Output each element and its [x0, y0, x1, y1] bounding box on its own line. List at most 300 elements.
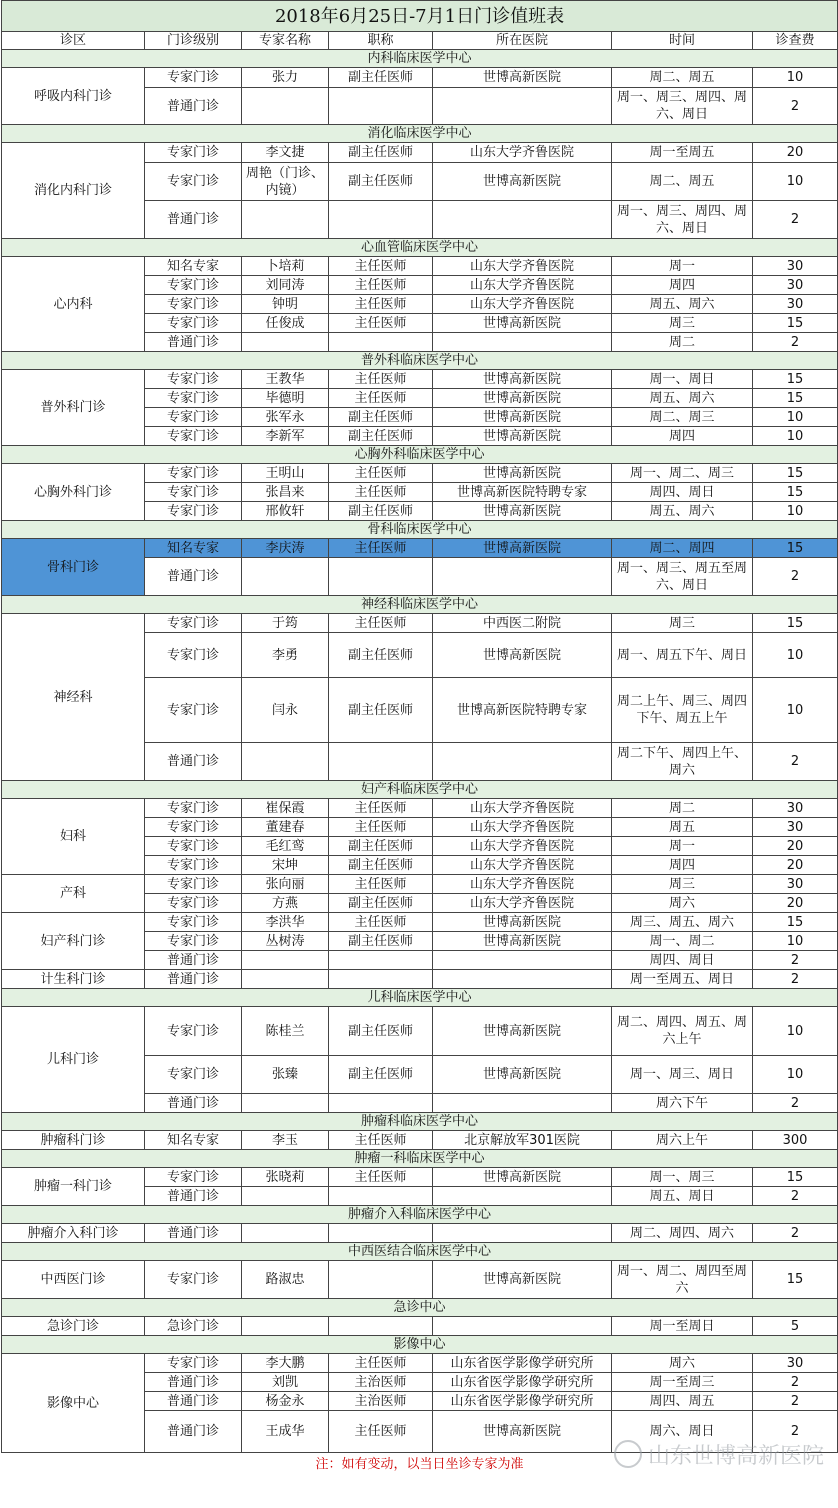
cell-time: 周一至周五	[612, 143, 753, 163]
cell-fee: 30	[753, 257, 838, 276]
cell-title: 副主任医师	[329, 143, 433, 163]
cell-hospital: 世博高新医院特聘专家	[433, 678, 612, 743]
cell-level: 普通门诊	[145, 333, 242, 352]
cell-time: 周三、周五、周六	[612, 913, 753, 932]
cell-fee: 2	[753, 951, 838, 970]
cell-expert	[242, 88, 329, 125]
cell-fee: 30	[753, 818, 838, 837]
cell-hospital: 山东大学齐鲁医院	[433, 295, 612, 314]
cell-fee: 10	[753, 1007, 838, 1056]
table-row	[2, 68, 838, 88]
cell-fee: 15	[753, 464, 838, 483]
section-title: 普外科临床医学中心	[2, 352, 838, 370]
table-row	[2, 143, 838, 163]
cell-fee: 30	[753, 799, 838, 818]
section-row	[2, 1299, 838, 1317]
cell-hospital: 世博高新医院	[433, 1261, 612, 1299]
cell-time: 周一、周二	[612, 932, 753, 951]
table-row	[2, 1131, 838, 1150]
cell-title: 主任医师	[329, 1354, 433, 1373]
cell-fee: 10	[753, 502, 838, 521]
cell-level: 专家门诊	[145, 502, 242, 521]
cell-hospital: 山东大学齐鲁医院	[433, 856, 612, 875]
cell-title: 主任医师	[329, 464, 433, 483]
cell-time: 周六、周日	[612, 1411, 753, 1453]
cell-hospital: 山东大学齐鲁医院	[433, 799, 612, 818]
cell-fee: 10	[753, 408, 838, 427]
cell-time: 周一、周五下午、周日	[612, 633, 753, 678]
cell-title: 主治医师	[329, 1373, 433, 1392]
cell-expert: 于筠	[242, 614, 329, 633]
cell-fee: 2	[753, 743, 838, 781]
cell-level: 专家门诊	[145, 932, 242, 951]
cell-area: 心胸外科门诊	[2, 464, 145, 521]
cell-title: 副主任医师	[329, 408, 433, 427]
header-area: 诊区	[2, 32, 145, 50]
cell-hospital: 山东省医学影像学研究所	[433, 1373, 612, 1392]
cell-level: 专家门诊	[145, 295, 242, 314]
cell-level: 专家门诊	[145, 483, 242, 502]
cell-time: 周二、周四、周六	[612, 1224, 753, 1243]
cell-level: 普通门诊	[145, 1373, 242, 1392]
cell-fee: 2	[753, 558, 838, 596]
cell-hospital: 山东大学齐鲁医院	[433, 894, 612, 913]
cell-area: 计生科门诊	[2, 970, 145, 989]
cell-level: 普通门诊	[145, 1224, 242, 1243]
cell-level: 专家门诊	[145, 1261, 242, 1299]
cell-expert: 王成华	[242, 1411, 329, 1453]
cell-expert: 钟明	[242, 295, 329, 314]
cell-title: 副主任医师	[329, 633, 433, 678]
cell-title: 主任医师	[329, 370, 433, 389]
cell-fee: 2	[753, 1224, 838, 1243]
section-row	[2, 1150, 838, 1168]
cell-fee: 30	[753, 295, 838, 314]
cell-hospital: 山东大学齐鲁医院	[433, 143, 612, 163]
cell-fee: 15	[753, 483, 838, 502]
cell-expert	[242, 970, 329, 989]
cell-fee: 15	[753, 1261, 838, 1299]
cell-hospital: 山东省医学影像学研究所	[433, 1354, 612, 1373]
cell-level: 普通门诊	[145, 1411, 242, 1453]
cell-expert: 陈桂兰	[242, 1007, 329, 1056]
cell-title: 主治医师	[329, 1392, 433, 1411]
table-row	[2, 1224, 838, 1243]
cell-time: 周一、周三、周四、周六、周日	[612, 201, 753, 239]
cell-hospital: 世博高新医院	[433, 1168, 612, 1187]
cell-fee: 2	[753, 88, 838, 125]
cell-hospital: 世博高新医院	[433, 1411, 612, 1453]
cell-expert: 李庆涛	[242, 539, 329, 558]
cell-level: 专家门诊	[145, 427, 242, 446]
cell-fee: 2	[753, 1094, 838, 1113]
cell-title	[329, 1187, 433, 1206]
cell-time: 周二	[612, 799, 753, 818]
table-row	[2, 614, 838, 633]
cell-expert: 卜培莉	[242, 257, 329, 276]
cell-time: 周二、周四、周五、周六上午	[612, 1007, 753, 1056]
cell-hospital: 山东大学齐鲁医院	[433, 257, 612, 276]
cell-expert: 邢攸轩	[242, 502, 329, 521]
cell-hospital: 世博高新医院	[433, 1007, 612, 1056]
cell-title: 副主任医师	[329, 1056, 433, 1094]
cell-level: 知名专家	[145, 539, 242, 558]
cell-expert: 周艳（门诊、内镜）	[242, 163, 329, 201]
cell-expert	[242, 1094, 329, 1113]
cell-level: 专家门诊	[145, 370, 242, 389]
cell-hospital	[433, 1224, 612, 1243]
cell-expert: 张臻	[242, 1056, 329, 1094]
cell-level: 知名专家	[145, 1131, 242, 1150]
cell-expert: 李玉	[242, 1131, 329, 1150]
cell-expert: 张力	[242, 68, 329, 88]
section-title: 儿科临床医学中心	[2, 989, 838, 1007]
header-row	[2, 32, 838, 50]
cell-time: 周一、周日	[612, 370, 753, 389]
cell-time: 周五、周六	[612, 389, 753, 408]
cell-title: 主任医师	[329, 1131, 433, 1150]
cell-fee: 300	[753, 1131, 838, 1150]
cell-hospital: 北京解放军301医院	[433, 1131, 612, 1150]
page-title: 2018年6月25日-7月1日门诊值班表	[2, 1, 838, 32]
cell-level: 急诊门诊	[145, 1317, 242, 1336]
cell-level: 专家门诊	[145, 818, 242, 837]
cell-fee: 10	[753, 932, 838, 951]
cell-level: 专家门诊	[145, 389, 242, 408]
header-expert: 专家名称	[242, 32, 329, 50]
cell-time: 周三	[612, 875, 753, 894]
cell-time: 周五、周日	[612, 1187, 753, 1206]
cell-area: 消化内科门诊	[2, 143, 145, 239]
cell-level: 专家门诊	[145, 875, 242, 894]
cell-title: 主任医师	[329, 314, 433, 333]
cell-hospital: 山东大学齐鲁医院	[433, 818, 612, 837]
cell-time: 周二下午、周四上午、周六	[612, 743, 753, 781]
cell-hospital	[433, 558, 612, 596]
cell-fee: 2	[753, 1392, 838, 1411]
cell-title	[329, 1317, 433, 1336]
header-time: 时间	[612, 32, 753, 50]
cell-expert: 闫永	[242, 678, 329, 743]
cell-level: 专家门诊	[145, 464, 242, 483]
cell-fee: 15	[753, 370, 838, 389]
section-title: 骨科临床医学中心	[2, 521, 838, 539]
cell-area: 妇产科门诊	[2, 913, 145, 970]
cell-fee: 15	[753, 314, 838, 333]
section-row	[2, 446, 838, 464]
cell-level: 专家门诊	[145, 1168, 242, 1187]
table-row	[2, 875, 838, 894]
section-title: 妇产科临床医学中心	[2, 781, 838, 799]
cell-fee: 20	[753, 856, 838, 875]
cell-hospital	[433, 970, 612, 989]
cell-expert: 董建春	[242, 818, 329, 837]
cell-fee: 20	[753, 143, 838, 163]
cell-time: 周二上午、周三、周四下午、周五上午	[612, 678, 753, 743]
cell-time: 周一至周三	[612, 1373, 753, 1392]
cell-time: 周六下午	[612, 1094, 753, 1113]
cell-fee: 10	[753, 68, 838, 88]
cell-title	[329, 951, 433, 970]
cell-level: 专家门诊	[145, 68, 242, 88]
header-title: 职称	[329, 32, 433, 50]
cell-time: 周一、周三、周四、周六、周日	[612, 88, 753, 125]
cell-hospital: 世博高新医院	[433, 389, 612, 408]
cell-expert: 路淑忠	[242, 1261, 329, 1299]
section-row	[2, 781, 838, 799]
cell-area: 心内科	[2, 257, 145, 352]
cell-time: 周四	[612, 856, 753, 875]
cell-time: 周五、周六	[612, 502, 753, 521]
cell-expert: 崔保霞	[242, 799, 329, 818]
table-row	[2, 464, 838, 483]
table-row	[2, 257, 838, 276]
section-row	[2, 125, 838, 143]
header-fee: 诊查费	[753, 32, 838, 50]
cell-time: 周四、周日	[612, 951, 753, 970]
cell-level: 专家门诊	[145, 1354, 242, 1373]
section-row	[2, 1113, 838, 1131]
cell-hospital: 世博高新医院	[433, 633, 612, 678]
cell-time: 周四、周五	[612, 1392, 753, 1411]
cell-expert: 毕德明	[242, 389, 329, 408]
cell-expert	[242, 1187, 329, 1206]
cell-hospital: 世博高新医院	[433, 932, 612, 951]
cell-time: 周一	[612, 257, 753, 276]
cell-expert: 张军永	[242, 408, 329, 427]
table-row	[2, 799, 838, 818]
cell-fee: 2	[753, 333, 838, 352]
section-row	[2, 1336, 838, 1354]
cell-fee: 10	[753, 427, 838, 446]
cell-title: 主任医师	[329, 539, 433, 558]
table-row	[2, 539, 838, 558]
cell-expert: 李新军	[242, 427, 329, 446]
cell-hospital: 世博高新医院	[433, 464, 612, 483]
cell-hospital: 世博高新医院	[433, 408, 612, 427]
cell-hospital: 世博高新医院	[433, 502, 612, 521]
section-title: 消化临床医学中心	[2, 125, 838, 143]
cell-expert: 杨金永	[242, 1392, 329, 1411]
table-row	[2, 970, 838, 989]
section-row	[2, 1243, 838, 1261]
section-row	[2, 521, 838, 539]
cell-title	[329, 1094, 433, 1113]
section-title: 心血管临床医学中心	[2, 239, 838, 257]
cell-time: 周一	[612, 837, 753, 856]
table-row	[2, 1168, 838, 1187]
cell-time: 周二、周三	[612, 408, 753, 427]
section-title: 肿瘤一科临床医学中心	[2, 1150, 838, 1168]
cell-time: 周四、周日	[612, 483, 753, 502]
cell-fee: 2	[753, 970, 838, 989]
cell-level: 普通门诊	[145, 743, 242, 781]
cell-expert	[242, 951, 329, 970]
cell-title: 副主任医师	[329, 894, 433, 913]
cell-title: 主任医师	[329, 295, 433, 314]
cell-expert: 王教华	[242, 370, 329, 389]
section-title: 内科临床医学中心	[2, 50, 838, 68]
cell-level: 普通门诊	[145, 88, 242, 125]
cell-hospital: 世博高新医院特聘专家	[433, 483, 612, 502]
cell-title	[329, 558, 433, 596]
cell-level: 普通门诊	[145, 951, 242, 970]
cell-title	[329, 970, 433, 989]
cell-level: 专家门诊	[145, 314, 242, 333]
cell-hospital: 世博高新医院	[433, 163, 612, 201]
cell-hospital	[433, 743, 612, 781]
cell-expert	[242, 558, 329, 596]
table-row	[2, 1007, 838, 1056]
cell-time: 周一、周三、周日	[612, 1056, 753, 1094]
cell-fee: 15	[753, 389, 838, 408]
cell-expert: 李洪华	[242, 913, 329, 932]
cell-level: 专家门诊	[145, 678, 242, 743]
cell-title: 主任医师	[329, 799, 433, 818]
section-row	[2, 989, 838, 1007]
cell-level: 专家门诊	[145, 856, 242, 875]
cell-expert: 毛红鸾	[242, 837, 329, 856]
cell-fee: 2	[753, 1187, 838, 1206]
cell-time: 周二	[612, 333, 753, 352]
cell-level: 普通门诊	[145, 1094, 242, 1113]
cell-time: 周六上午	[612, 1131, 753, 1150]
cell-fee: 30	[753, 875, 838, 894]
cell-expert: 任俊成	[242, 314, 329, 333]
cell-time: 周四	[612, 427, 753, 446]
cell-title	[329, 333, 433, 352]
cell-title: 主任医师	[329, 483, 433, 502]
cell-hospital	[433, 88, 612, 125]
cell-title: 副主任医师	[329, 427, 433, 446]
cell-expert: 李勇	[242, 633, 329, 678]
cell-level: 专家门诊	[145, 799, 242, 818]
cell-area: 普外科门诊	[2, 370, 145, 446]
cell-title: 主任医师	[329, 818, 433, 837]
cell-time: 周三	[612, 614, 753, 633]
cell-level: 专家门诊	[145, 894, 242, 913]
cell-title	[329, 88, 433, 125]
cell-time: 周一至周五、周日	[612, 970, 753, 989]
cell-hospital: 山东大学齐鲁医院	[433, 837, 612, 856]
section-row	[2, 1206, 838, 1224]
cell-expert: 李大鹏	[242, 1354, 329, 1373]
cell-level: 专家门诊	[145, 614, 242, 633]
cell-title: 副主任医师	[329, 678, 433, 743]
cell-title: 主任医师	[329, 913, 433, 932]
cell-level: 专家门诊	[145, 837, 242, 856]
cell-time: 周一至周日	[612, 1317, 753, 1336]
cell-level: 普通门诊	[145, 970, 242, 989]
cell-title: 副主任医师	[329, 502, 433, 521]
note-row	[2, 1453, 838, 1476]
cell-title: 副主任医师	[329, 68, 433, 88]
cell-expert: 丛树涛	[242, 932, 329, 951]
cell-area: 神经科	[2, 614, 145, 781]
cell-time: 周五、周六	[612, 295, 753, 314]
cell-fee: 30	[753, 276, 838, 295]
cell-area: 儿科门诊	[2, 1007, 145, 1113]
cell-time: 周二、周四	[612, 539, 753, 558]
cell-title: 副主任医师	[329, 837, 433, 856]
cell-level: 普通门诊	[145, 1392, 242, 1411]
cell-expert: 刘凯	[242, 1373, 329, 1392]
cell-title: 主任医师	[329, 1411, 433, 1453]
section-title: 影像中心	[2, 1336, 838, 1354]
section-title: 急诊中心	[2, 1299, 838, 1317]
cell-expert: 张向丽	[242, 875, 329, 894]
cell-level: 普通门诊	[145, 201, 242, 239]
cell-title: 副主任医师	[329, 856, 433, 875]
cell-hospital: 世博高新医院	[433, 913, 612, 932]
cell-time: 周四	[612, 276, 753, 295]
cell-level: 专家门诊	[145, 1007, 242, 1056]
cell-area: 骨科门诊	[2, 539, 145, 596]
cell-area: 急诊门诊	[2, 1317, 145, 1336]
table-row	[2, 913, 838, 932]
cell-time: 周二、周五	[612, 68, 753, 88]
cell-hospital: 世博高新医院	[433, 427, 612, 446]
cell-time: 周三	[612, 314, 753, 333]
cell-area: 妇科	[2, 799, 145, 875]
cell-expert	[242, 333, 329, 352]
cell-time: 周一、周二、周四至周六	[612, 1261, 753, 1299]
cell-hospital	[433, 951, 612, 970]
cell-expert: 李文捷	[242, 143, 329, 163]
cell-title: 主任医师	[329, 257, 433, 276]
cell-expert: 张晓莉	[242, 1168, 329, 1187]
cell-hospital	[433, 333, 612, 352]
cell-level: 专家门诊	[145, 1056, 242, 1094]
cell-fee: 15	[753, 614, 838, 633]
table-row	[2, 370, 838, 389]
cell-hospital: 世博高新医院	[433, 1056, 612, 1094]
schedule-table	[1, 0, 838, 1475]
cell-area: 影像中心	[2, 1354, 145, 1453]
cell-time: 周一、周二、周三	[612, 464, 753, 483]
cell-title	[329, 743, 433, 781]
cell-hospital: 世博高新医院	[433, 539, 612, 558]
cell-title: 副主任医师	[329, 163, 433, 201]
cell-area: 肿瘤介入科门诊	[2, 1224, 145, 1243]
section-row	[2, 50, 838, 68]
cell-title	[329, 1224, 433, 1243]
cell-title: 主任医师	[329, 276, 433, 295]
cell-hospital	[433, 201, 612, 239]
cell-title	[329, 201, 433, 239]
table-row	[2, 1317, 838, 1336]
cell-fee: 2	[753, 201, 838, 239]
cell-fee: 10	[753, 678, 838, 743]
cell-fee: 15	[753, 1168, 838, 1187]
cell-hospital: 世博高新医院	[433, 370, 612, 389]
cell-fee: 10	[753, 163, 838, 201]
cell-fee: 15	[753, 913, 838, 932]
cell-level: 专家门诊	[145, 913, 242, 932]
cell-hospital: 中西医二附院	[433, 614, 612, 633]
cell-hospital: 山东大学齐鲁医院	[433, 875, 612, 894]
cell-fee: 5	[753, 1317, 838, 1336]
cell-fee: 2	[753, 1373, 838, 1392]
cell-time: 周五	[612, 818, 753, 837]
cell-level: 普通门诊	[145, 1187, 242, 1206]
cell-expert	[242, 1224, 329, 1243]
cell-time: 周一、周三、周五至周六、周日	[612, 558, 753, 596]
cell-expert: 刘同涛	[242, 276, 329, 295]
cell-expert: 宋坤	[242, 856, 329, 875]
watermark-text: 山东世博高新医院	[647, 1443, 824, 1469]
cell-hospital	[433, 1094, 612, 1113]
